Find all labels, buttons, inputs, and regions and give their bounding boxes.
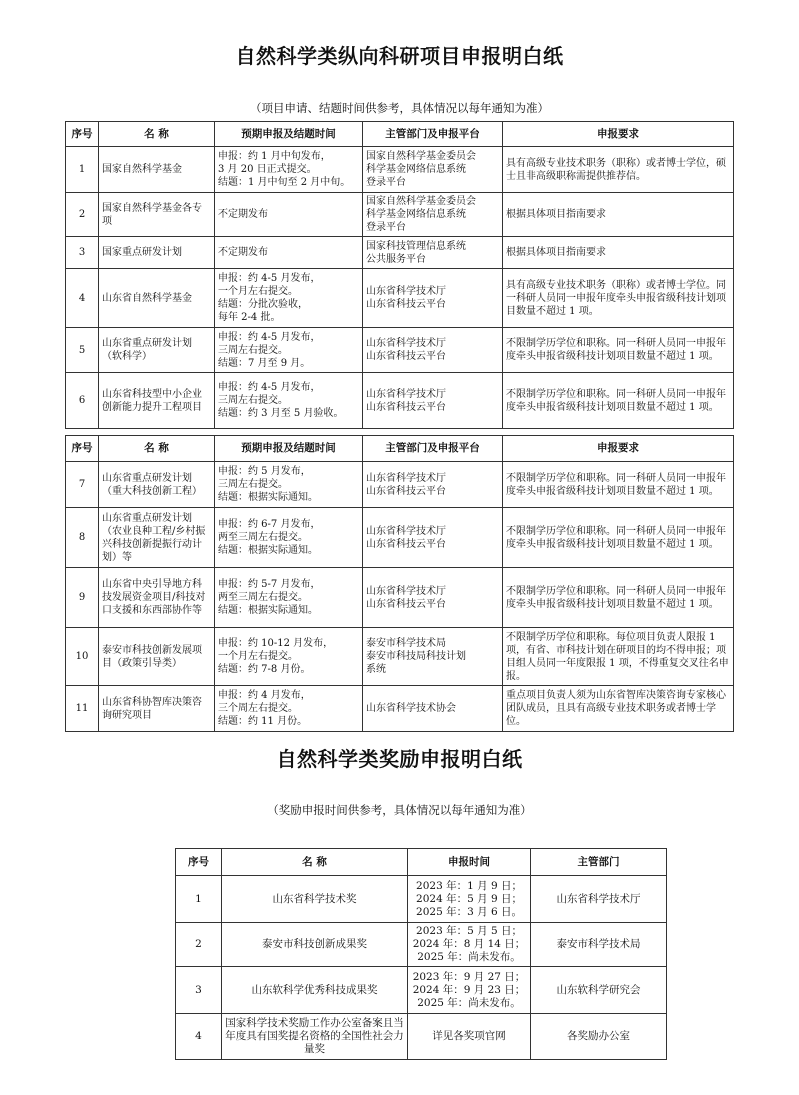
row-no: 3 [66,237,99,269]
col-header-time: 申报时间 [408,849,531,876]
row-name: 山东省重点研发计划（重大科技创新工程） [99,462,215,508]
col-header-dept: 主管部门及申报平台 [363,436,503,462]
row-dept: 山东省科学技术厅 山东省科技云平台 [363,568,503,628]
award-title: 自然科学类奖励申报明白纸 [276,747,523,771]
row-time: 申报：约 5-7 月发布， 两至三周左右提交。 结题：根据实际通知。 [215,568,363,628]
row-no: 7 [66,462,99,508]
row-dept: 山东省科学技术厅 山东省科技云平台 [363,328,503,373]
row-req: 不限制学历学位和职称。同一科研人员同一申报年度牵头申报省级科技计划项目数量不超过 1 项。 [503,373,734,429]
row-time: 详见各奖项官网 [408,1014,531,1060]
row-name: 山东软科学优秀科技成果奖 [222,967,408,1014]
row-name: 山东省科协智库决策咨询研究项目 [99,686,215,732]
row-dept: 泰安市科学技术局 [531,923,667,967]
row-name: 国家科学技术奖励工作办公室备案且当年度具有国奖提名资格的全国性社会力量奖 [222,1014,408,1060]
table-row [176,967,667,1014]
row-name: 山东省中央引导地方科技发展资金项目/科技对口支援和东西部协作等 [99,568,215,628]
row-dept: 泰安市科学技术局 泰安市科技局科技计划 系统 [363,628,503,686]
row-time: 申报：约 4 月发布， 三个周左右提交。 结题：约 11 月份。 [215,686,363,732]
row-time: 不定期发布 [215,237,363,269]
row-dept: 山东省科学技术厅 山东省科技云平台 [363,269,503,328]
row-req: 不限制学历学位和职称。同一科研人员同一申报年度牵头申报省级科技计划项目数量不超过 1 项。 [503,462,734,508]
col-header-time: 预期申报及结题时间 [215,122,363,147]
row-req: 具有高级专业技术职务（职称）或者博士学位，硕士且非高级职称需提供推荐信。 [503,147,734,193]
research-title: 自然科学类纵向科研项目申报明白纸 [235,44,564,68]
row-time: 申报：约 6-7 月发布， 两至三周左右提交。 结题：根据实际通知。 [215,508,363,568]
row-dept: 各奖励办公室 [531,1014,667,1060]
row-name: 山东省重点研发计划（农业良种工程/乡村振兴科技创新提振行动计划）等 [99,508,215,568]
row-name: 山东省重点研发计划（软科学） [99,328,215,373]
col-header-no: 序号 [66,122,99,147]
table-header-row [66,122,734,147]
table-header-row [66,436,734,462]
row-no: 6 [66,373,99,429]
row-no: 11 [66,686,99,732]
table-row [66,269,734,328]
row-req: 不限制学历学位和职称。同一科研人员同一申报年度牵头申报省级科技计划项目数量不超过 1 项。 [503,328,734,373]
row-no: 9 [66,568,99,628]
row-no: 1 [66,147,99,193]
table-row [66,462,734,508]
row-time: 不定期发布 [215,193,363,237]
row-no: 10 [66,628,99,686]
row-no: 2 [176,923,222,967]
research-table-part1 [65,121,734,429]
col-header-time: 预期申报及结题时间 [215,436,363,462]
row-time: 申报：约 1 月中旬发布， 3 月 20 日正式提交。 结题：1 月中旬至 2 月中旬。 [215,147,363,193]
col-header-dept: 主管部门 [531,849,667,876]
row-no: 4 [176,1014,222,1060]
row-req: 不限制学历学位和职称。每位项目负责人限报 1 项，有省、市科技计划在研项目的均不得申报；项目组人员同一年度限报 1 项，不得重复交叉往名申报。 [503,628,734,686]
row-req: 不限制学历学位和职称。同一科研人员同一申报年度牵头申报省级科技计划项目数量不超过 1 项。 [503,508,734,568]
row-req: 根据具体项目指南要求 [503,237,734,269]
row-dept: 国家科技管理信息系统 公共服务平台 [363,237,503,269]
table-row [176,876,667,923]
row-time: 申报：约 4-5 月发布， 三周左右提交。 结题：约 3 月至 5 月验收。 [215,373,363,429]
award-note: （奖励申报时间供参考，具体情况以每年通知为准） [267,803,532,817]
col-header-dept: 主管部门及申报平台 [363,122,503,147]
table-row [66,373,734,429]
row-dept: 山东省科学技术厅 [531,876,667,923]
row-no: 8 [66,508,99,568]
row-name: 国家自然科学基金 [99,147,215,193]
col-header-no: 序号 [176,849,222,876]
row-time: 申报：约 4-5 月发布， 三周左右提交。 结题：7 月至 9 月。 [215,328,363,373]
research-table-part2 [65,435,734,732]
row-time: 申报：约 10-12 月发布， 一个月左右提交。 结题：约 7-8 月份。 [215,628,363,686]
row-time: 2023 年：9 月 27 日； 2024 年：9 月 23 日； 2025 年：尚未发布。 [408,967,531,1014]
row-name: 国家自然科学基金各专项 [99,193,215,237]
table-row [66,193,734,237]
row-req: 具有高级专业技术职务（职称）或者博士学位。同一科研人员同一申报年度牵头申报省级科技计划项目数量不超过 1 项。 [503,269,734,328]
row-req: 重点项目负责人须为山东省智库决策咨询专家核心团队成员，且具有高级专业技术职务或者博士学位。 [503,686,734,732]
row-req: 不限制学历学位和职称。同一科研人员同一申报年度牵头申报省级科技计划项目数量不超过 1 项。 [503,568,734,628]
award-table [175,848,667,1060]
row-no: 3 [176,967,222,1014]
col-header-req: 申报要求 [503,436,734,462]
table-row [176,923,667,967]
row-no: 4 [66,269,99,328]
row-no: 5 [66,328,99,373]
row-dept: 国家自然科学基金委员会 科学基金网络信息系统 登录平台 [363,193,503,237]
table-row [66,686,734,732]
row-dept: 山东省科学技术协会 [363,686,503,732]
row-name: 山东省科技型中小企业创新能力提升工程项目 [99,373,215,429]
row-no: 2 [66,193,99,237]
award-rows [176,876,667,1060]
col-header-req: 申报要求 [503,122,734,147]
row-name: 泰安市科技创新成果奖 [222,923,408,967]
row-time: 2023 年：1 月 9 日； 2024 年：5 月 9 日； 2025 年：3 月 6 日。 [408,876,531,923]
row-req: 根据具体项目指南要求 [503,193,734,237]
row-time: 申报：约 4-5 月发布， 一个月左右提交。 结题：分批次验收， 每年 2-4 批。 [215,269,363,328]
row-dept: 山东软科学研究会 [531,967,667,1014]
row-name: 泰安市科技创新发展项目（政策引导类） [99,628,215,686]
col-header-name: 名 称 [99,436,215,462]
row-name: 山东省科学技术奖 [222,876,408,923]
table-header-row [176,849,667,876]
row-dept: 山东省科学技术厅 山东省科技云平台 [363,373,503,429]
col-header-no: 序号 [66,436,99,462]
row-dept: 国家自然科学基金委员会 科学基金网络信息系统 登录平台 [363,147,503,193]
row-dept: 山东省科学技术厅 山东省科技云平台 [363,508,503,568]
table-row [66,328,734,373]
row-dept: 山东省科学技术厅 山东省科技云平台 [363,462,503,508]
table-row [66,508,734,568]
research-rows-part1 [66,147,734,429]
row-name: 山东省自然科学基金 [99,269,215,328]
table-row [66,237,734,269]
table-row [66,147,734,193]
research-rows-part2 [66,462,734,732]
table-row [176,1014,667,1060]
col-header-name: 名 称 [222,849,408,876]
row-no: 1 [176,876,222,923]
table-row [66,568,734,628]
row-name: 国家重点研发计划 [99,237,215,269]
row-time: 2023 年：5 月 5 日； 2024 年：8 月 14 日； 2025 年：尚未发布。 [408,923,531,967]
table-row [66,628,734,686]
col-header-name: 名 称 [99,122,215,147]
research-note: （项目申请、结题时间供参考，具体情况以每年通知为准） [250,101,549,115]
row-time: 申报：约 5 月发布， 三周左右提交。 结题：根据实际通知。 [215,462,363,508]
